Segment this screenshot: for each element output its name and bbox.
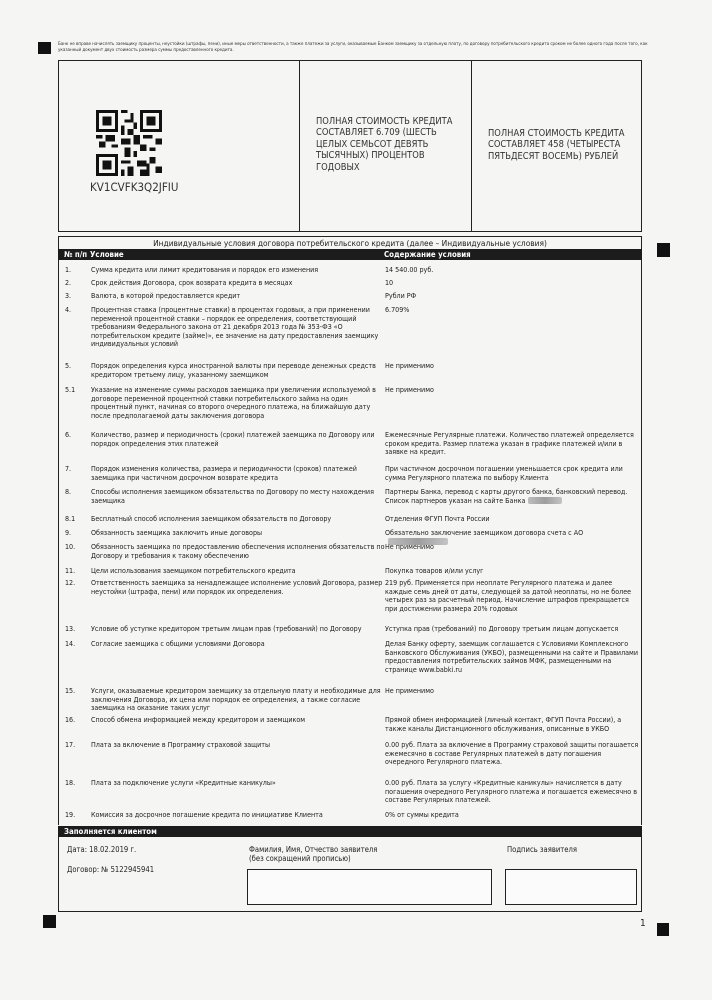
- header-divider-2: [471, 61, 472, 231]
- redacted-text: [528, 497, 562, 504]
- row-number: 8.1: [65, 514, 76, 523]
- registration-mark-top-left: [38, 42, 51, 54]
- qr-code-label: KV1CVFK3Q2JFIU: [90, 180, 179, 194]
- row-condition: Ответственность заемщика за ненадлежащее исполнение условий Договора, размер неустойки (штрафа, пени) или порядок их определения.: [91, 578, 383, 596]
- signature-field[interactable]: [505, 869, 637, 905]
- row-condition: Согласие заемщика с общими условиями Договора: [91, 639, 265, 648]
- name-label: Фамилия, Имя, Отчество заявителя (без сокращений прописью): [249, 845, 378, 863]
- row-condition: Плата за подключение услуги «Кредитные каникулы»: [91, 778, 276, 787]
- row-condition: Количество, размер и периодичность (сроки) платежей заемщика по Договору или порядок определения этих платежей: [91, 430, 375, 448]
- signature-label: Подпись заявителя: [507, 845, 577, 854]
- row-content: Покупка товаров и/или услуг: [385, 566, 484, 575]
- row-condition: Услуги, оказываемые кредитором заемщику за отдельную плату и необходимые для заключения Договора, их цена или порядок ее определения, а также согласие заемщика на оказание таких услуг: [91, 686, 381, 712]
- table-row: [59, 292, 641, 306]
- client-section: [58, 837, 642, 912]
- qr-code-icon: [96, 110, 162, 176]
- row-condition: Валюта, в которой предоставляется кредит: [91, 291, 241, 300]
- row-content: Делая Банку оферту, заемщик соглашается с Условиями Комплексного Банковского Обслуживания (УКБО), размещенными на сайте и Правилами предоставления потребительских займов МФК, размещенными на странице www.babki.ru: [385, 639, 639, 674]
- table-row: [59, 306, 641, 362]
- row-condition: Обязанность заемщика по предоставлению обеспечения исполнения обязательств по Договору и требования к такому обеспечению: [91, 542, 385, 560]
- row-content: Не применимо: [385, 542, 434, 551]
- row-content: Обязательно заключение заемщиком договора счета с АО: [385, 529, 641, 546]
- row-number: 7.: [65, 464, 72, 473]
- row-content: 0.00 руб. Плата за услугу «Кредитные каникулы» начисляется в дату погашения очередного Регулярного платежа и погашается ежемесячно в составе Регулярных платежей.: [385, 778, 637, 804]
- table-row: [59, 811, 641, 823]
- row-condition: Сумма кредита или лимит кредитования и порядок его изменения: [91, 265, 319, 274]
- row-number: 12.: [65, 578, 76, 587]
- row-number: 8.: [65, 487, 72, 496]
- row-condition: Способ обмена информацией между кредитором и заемщиком: [91, 715, 306, 724]
- header-condition: Условие: [90, 250, 124, 259]
- row-number: 13.: [65, 624, 76, 633]
- page-number: 1: [640, 918, 646, 929]
- row-number: 14.: [65, 639, 76, 648]
- row-number: 5.1: [65, 385, 76, 394]
- row-content: 0% от суммы кредита: [385, 810, 459, 819]
- table-row: [59, 488, 641, 515]
- row-content: Ежемесячные Регулярные платежи. Количество платежей определяется сроком кредита. Размер платежа указан в графике платежей и/или в заявке на кредит.: [385, 430, 634, 456]
- document-title: Индивидуальные условия договора потребительского кредита (далее – Индивидуальные условия): [58, 236, 642, 249]
- row-condition: Процентная ставка (процентные ставки) в процентах годовых, а при применении переменной процентной ставки – порядок ее определения, соответствующий требованиям Федерального закона от 21 декабря 2013 года № 353-ФЗ «О потребительском кредите (займе)», ее значение на дату предоставления заемщику индивидуальных условий: [91, 305, 379, 348]
- table-row: [59, 579, 641, 625]
- full-cost-amount: ПОЛНАЯ СТОИМОСТЬ КРЕДИТА СОСТАВЛЯЕТ 458 (ЧЕТЫРЕСТА ПЯТЬДЕСЯТ ВОСЕМЬ) РУБЛЕЙ: [488, 128, 625, 162]
- row-condition: Способы исполнения заемщиком обязательства по Договору по месту нахождения заемщика: [91, 487, 374, 505]
- row-condition: Порядок изменения количества, размера и периодичности (сроков) платежей заемщика при частичном досрочном возврате кредита: [91, 464, 357, 482]
- table-row: [59, 640, 641, 687]
- client-section-header: [58, 826, 642, 837]
- row-number: 9.: [65, 528, 72, 537]
- row-condition: Цели использования заемщиком потребительского кредита: [91, 566, 296, 575]
- row-condition: Условие об уступке кредитором третьим лицам прав (требований) по Договору: [91, 624, 362, 633]
- table-row: [59, 625, 641, 640]
- row-number: 6.: [65, 430, 72, 439]
- registration-mark-bottom-right: [657, 923, 669, 936]
- table-row: [59, 687, 641, 716]
- table-row: [59, 431, 641, 465]
- row-content: 14 540.00 руб.: [385, 265, 434, 274]
- conditions-table: [58, 260, 642, 825]
- row-number: 18.: [65, 778, 76, 787]
- row-number: 15.: [65, 686, 76, 695]
- row-number: 17.: [65, 740, 76, 749]
- table-row: [59, 741, 641, 779]
- row-number: 11.: [65, 566, 76, 575]
- full-cost-percent: ПОЛНАЯ СТОИМОСТЬ КРЕДИТА СОСТАВЛЯЕТ 6.709 (ШЕСТЬ ЦЕЛЫХ СЕМЬСОТ ДЕВЯТЬ ТЫСЯЧНЫХ) ПРОЦЕНТОВ ГОДОВЫХ: [316, 116, 453, 173]
- row-content: 10: [385, 278, 394, 287]
- row-content: 6.709%: [385, 305, 410, 314]
- client-section-title: Заполняется клиентом: [64, 827, 157, 836]
- table-header: [58, 249, 642, 260]
- name-field[interactable]: [247, 869, 492, 905]
- row-content: При частичном досрочном погашении уменьшается срок кредита или сумма Регулярного платежа по выбору Клиента: [385, 464, 623, 482]
- header-num: № п/п: [64, 250, 88, 259]
- row-condition: Плата за включение в Программу страховой защиты: [91, 740, 271, 749]
- row-content: Рубли РФ: [385, 291, 417, 300]
- row-condition: Порядок определения курса иностранной валюты при переводе денежных средств кредитором третьему лицу, указанному заемщиком: [91, 361, 376, 379]
- row-number: 2.: [65, 278, 72, 287]
- row-condition: Указание на изменение суммы расходов заемщика при увеличении используемой в договоре переменной процентной ставки потребительского займа на один процентный пункт, начиная со второго очередного платежа, на ближайшую дату после предполагаемой даты заключения договора: [91, 385, 376, 420]
- row-number: 4.: [65, 305, 72, 314]
- row-condition: Обязанность заемщика заключить иные договоры: [91, 528, 263, 537]
- table-row: [59, 543, 641, 567]
- row-number: 16.: [65, 715, 76, 724]
- row-condition: Комиссия за досрочное погашение кредита по инициативе Клиента: [91, 810, 323, 819]
- row-number: 10.: [65, 542, 76, 551]
- date-label: Дата: 18.02.2019 г.: [67, 845, 137, 854]
- table-row: [59, 465, 641, 488]
- row-content: Прямой обмен информацией (личный контакт, ФГУП Почта России), а также каналы Дистанционного обслуживания, описанные в УКБО: [385, 715, 622, 733]
- table-row: [59, 386, 641, 431]
- row-number: 3.: [65, 291, 72, 300]
- registration-mark-right-upper: [657, 243, 670, 257]
- row-content: 219 руб. Применяется при неоплате Регулярного платежа и далее каждые семь дней от даты, следующей за датой неоплаты, но не более четырех раз за расчетный период. Начисление штрафов прекращается при достижении размера 20% годовых: [385, 578, 632, 613]
- header-content: Содержание условия: [384, 250, 471, 259]
- registration-mark-bottom-left: [43, 915, 56, 928]
- table-row: [59, 779, 641, 811]
- table-row: [59, 362, 641, 386]
- table-row: [59, 716, 641, 741]
- row-content: Не применимо: [385, 385, 434, 394]
- row-number: 5.: [65, 361, 72, 370]
- row-content: Партнеры Банка, перевод с карты другого банка, банковский перевод. Список партнеров указан на сайте Банка: [385, 487, 628, 505]
- row-content: Уступка прав (требований) по Договору третьим лицам допускается: [385, 624, 619, 633]
- disclaimer-note: Банк не вправе начислять заемщику проценты, неустойки (штрафы, пени), иные меры ответственности, а также платежи за услуги, оказываемые Банком заемщику за отдельную плату, по договору потребительского кредита сроком не более одного года после того, как указанный документ двух стоимость размера суммы предоставленного кредита.: [58, 42, 648, 53]
- table-row: [59, 515, 641, 529]
- contract-label: Договор: № 5122945941: [67, 865, 155, 874]
- row-content: 0.00 руб. Плата за включение в Программу страховой защиты погашается ежемесячно в составе Регулярных платежей в дату погашения очередного Регулярного платежа.: [385, 740, 639, 766]
- row-content: Не применимо: [385, 686, 434, 695]
- row-content: Отделения ФГУП Почта России: [385, 514, 490, 523]
- row-condition: Бесплатный способ исполнения заемщиком обязательств по Договору: [91, 514, 332, 523]
- row-number: 19.: [65, 810, 76, 819]
- table-row: [59, 529, 641, 543]
- header-divider-1: [299, 61, 300, 231]
- row-number: 1.: [65, 265, 72, 274]
- row-content: Не применимо: [385, 361, 434, 370]
- row-condition: Срок действия Договора, срок возврата кредита в месяцах: [91, 278, 293, 287]
